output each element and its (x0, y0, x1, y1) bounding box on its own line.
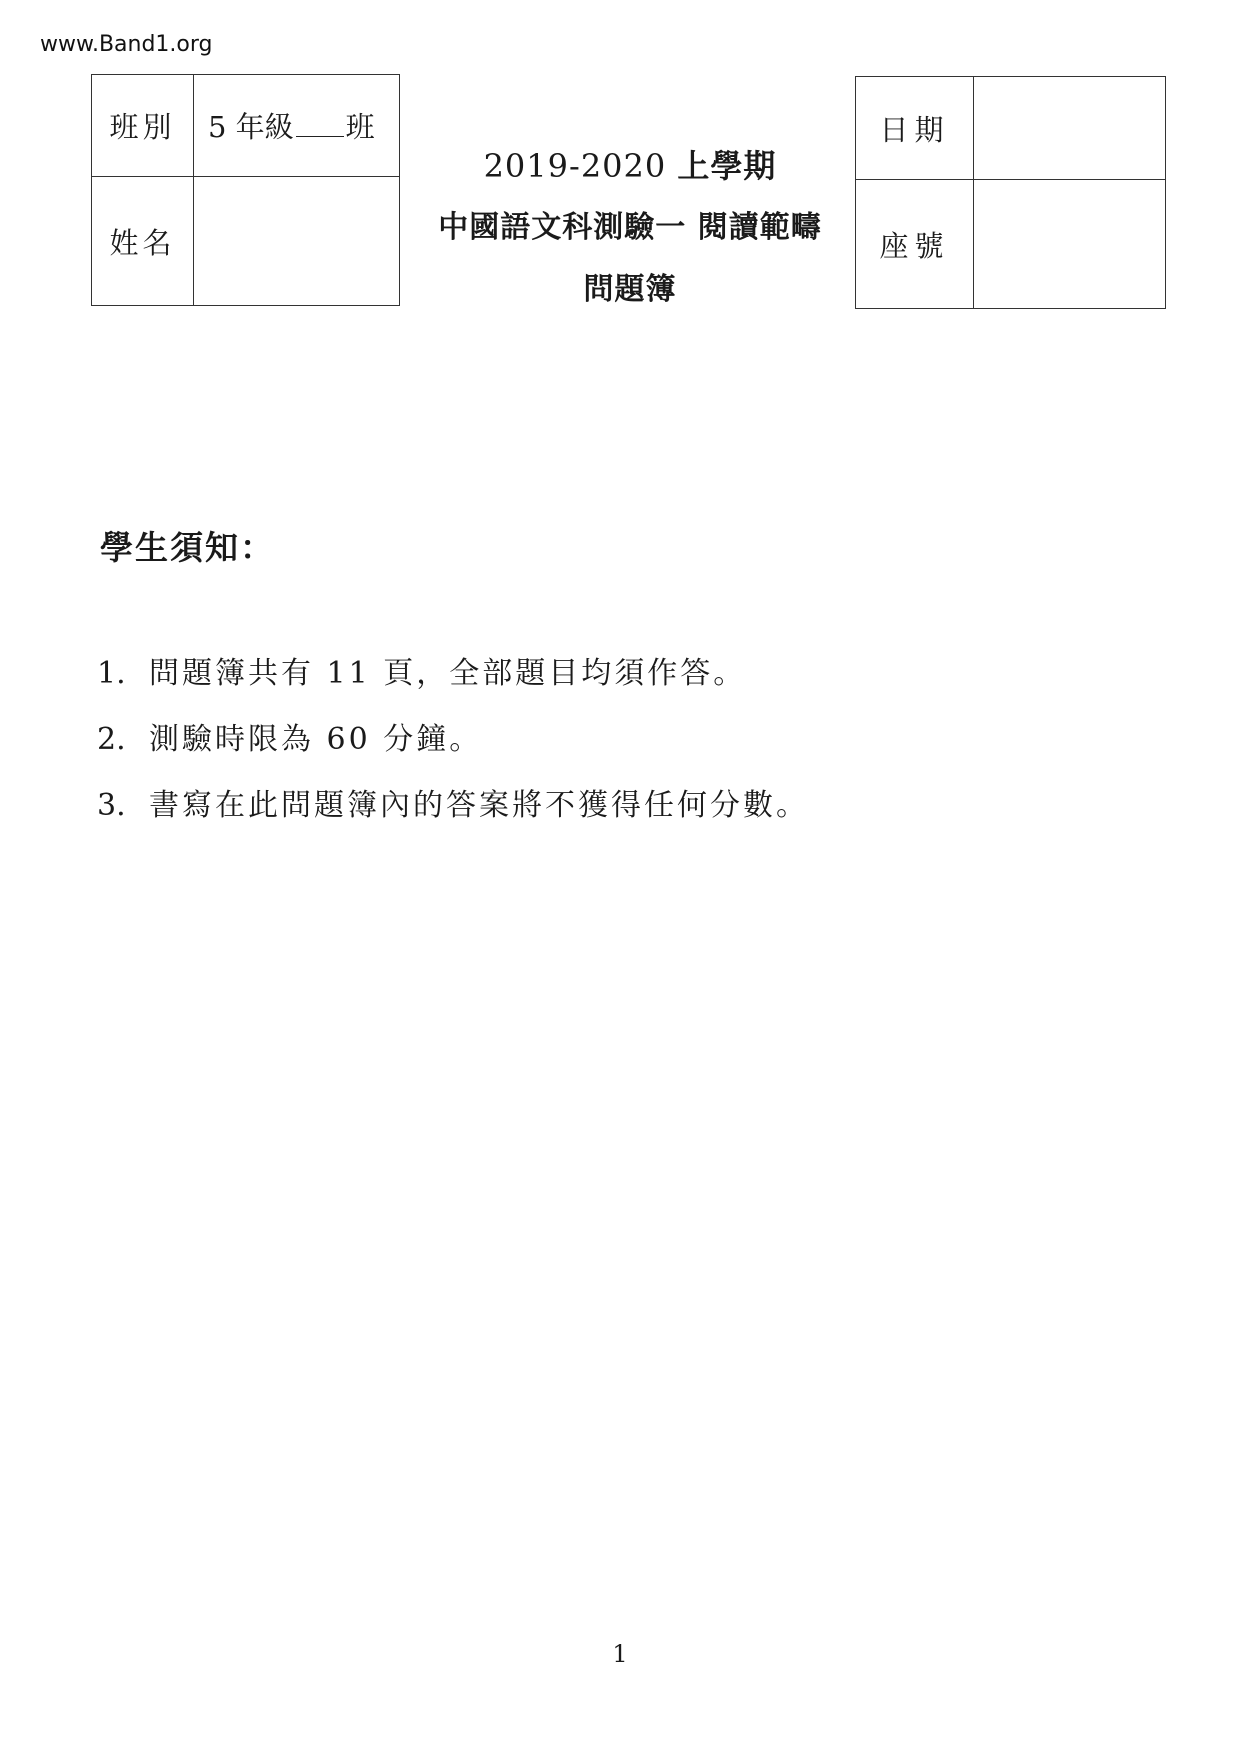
notice-item-number: 1. (97, 656, 126, 691)
watermark-url: www.Band1.org (40, 32, 213, 57)
notice-item (97, 650, 809, 716)
exam-subject: 中國語文科測驗一 閱讀範疇 (438, 210, 822, 245)
exam-booklet: 問題簿 (583, 272, 677, 307)
name-label: 姓名 (92, 177, 194, 306)
exam-title-year-term (400, 135, 860, 197)
notice-item-text: 問題簿共有 11 頁，全部題目均須作答。 (149, 656, 747, 691)
class-label: 班別 (92, 75, 194, 177)
seat-value-cell (974, 180, 1166, 309)
exam-year: 2019-2020 (483, 147, 667, 185)
page-number: 1 (612, 1640, 628, 1668)
student-info-table (91, 74, 400, 306)
exam-title-block (400, 135, 860, 321)
exam-term: 上學期 (677, 147, 777, 185)
class-grade: 5 年級 (208, 110, 294, 144)
class-blank-line (296, 116, 344, 137)
notice-item (97, 716, 809, 782)
class-value (194, 75, 400, 177)
date-seat-table (855, 76, 1166, 309)
date-label: 日期 (856, 77, 974, 180)
notice-item-number: 3. (97, 788, 126, 823)
notice-item-number: 2. (97, 722, 126, 757)
notice-item-text: 測驗時限為 60 分鐘。 (149, 722, 483, 757)
notice-item-text: 書寫在此問題簿內的答案將不獲得任何分數。 (149, 788, 809, 823)
notice-list (97, 650, 809, 848)
date-value-cell (974, 77, 1166, 180)
name-value-cell (194, 177, 400, 306)
seat-label: 座號 (856, 180, 974, 309)
class-suffix: 班 (345, 110, 375, 144)
notice-heading: 學生須知： (100, 528, 275, 567)
notice-item (97, 782, 809, 848)
